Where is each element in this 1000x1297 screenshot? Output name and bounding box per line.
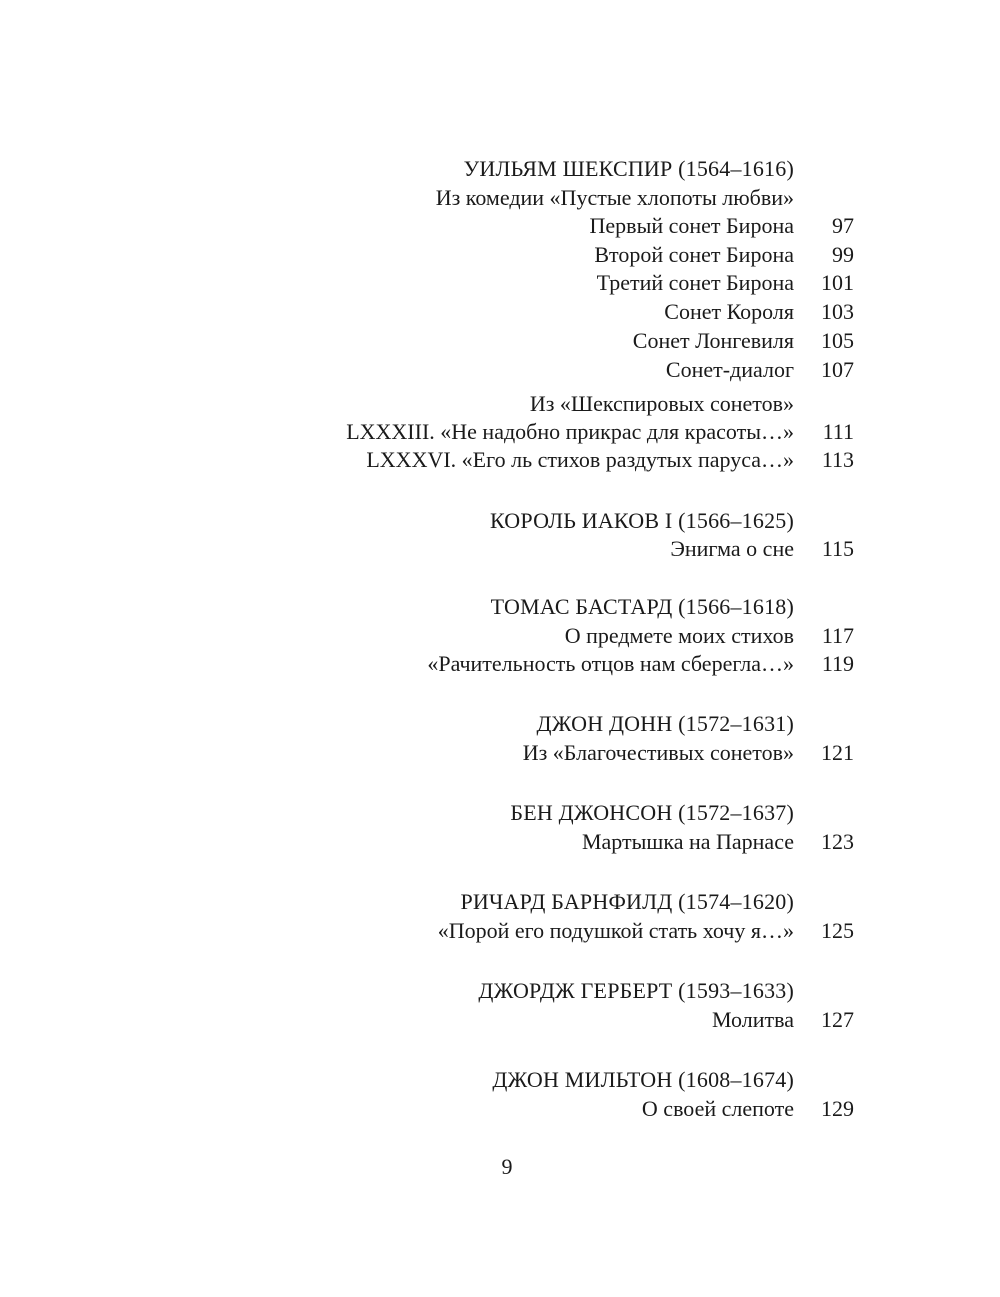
author-name: ДЖОРДЖ ГЕРБЕРТ (1593–1633) xyxy=(478,978,794,1003)
toc-entry[interactable] xyxy=(0,1005,1000,1035)
author-name: ТОМАС БАСТАРД (1566–1618) xyxy=(490,594,794,619)
entry-page-number: 123 xyxy=(821,829,854,854)
entry-page-number: 115 xyxy=(821,536,854,561)
toc-author-heading xyxy=(0,887,1000,917)
toc-author-heading xyxy=(0,154,1000,184)
entry-title: О своей слепоте xyxy=(641,1096,794,1121)
toc-author-heading xyxy=(0,798,1000,828)
author-name: КОРОЛЬ ИАКОВ I (1566–1625) xyxy=(489,508,794,533)
entry-title: «Рачительность отцов нам сберегла…» xyxy=(427,651,794,676)
toc-entry[interactable] xyxy=(0,621,1000,651)
entry-title: Сонет Лонгевиля xyxy=(632,328,794,353)
toc-author-heading xyxy=(0,1065,1000,1095)
entry-title: Первый сонет Бирона xyxy=(589,213,794,238)
author-name: УИЛЬЯМ ШЕКСПИР (1564–1616) xyxy=(463,156,794,181)
entry-title: Мартышка на Парнасе xyxy=(581,829,794,854)
author-name: ДЖОН ДОНН (1572–1631) xyxy=(536,711,794,736)
entry-title: Третий сонет Бирона xyxy=(596,270,794,295)
author-name: ДЖОН МИЛЬТОН (1608–1674) xyxy=(492,1067,794,1092)
toc-subheading xyxy=(0,389,1000,419)
entry-page-number: 107 xyxy=(821,357,854,382)
entry-page-number: 129 xyxy=(821,1096,854,1121)
entry-page-number: 121 xyxy=(821,740,854,765)
toc-entry[interactable] xyxy=(0,355,1000,385)
entry-page-number: 127 xyxy=(821,1007,854,1032)
entry-title: Сонет Короля xyxy=(664,299,794,324)
toc-entry[interactable] xyxy=(0,916,1000,946)
toc-subheading xyxy=(0,183,1000,213)
entry-title: О предмете моих стихов xyxy=(564,623,794,648)
page-number: 9 xyxy=(501,1154,513,1179)
author-name: БЕН ДЖОНСОН (1572–1637) xyxy=(510,800,794,825)
toc-entry[interactable] xyxy=(0,534,1000,564)
entry-title: Сонет-диалог xyxy=(665,357,794,382)
entry-page-number: 113 xyxy=(821,447,854,472)
toc-entry[interactable] xyxy=(0,268,1000,298)
entry-page-number: 119 xyxy=(821,651,854,676)
entry-page-number: 111 xyxy=(822,419,854,444)
toc-entry[interactable] xyxy=(0,326,1000,356)
author-name: РИЧАРД БАРНФИЛД (1574–1620) xyxy=(460,889,794,914)
toc-entry[interactable] xyxy=(0,211,1000,241)
entry-title: LXXXIII. «Не надобно прикрас для красоты…» xyxy=(346,419,794,444)
subheading-title: Из комедии «Пустые хлопоты любви» xyxy=(435,185,794,210)
toc-entry[interactable] xyxy=(0,738,1000,768)
toc-entry[interactable] xyxy=(0,445,1000,475)
toc-author-heading xyxy=(0,976,1000,1006)
entry-title: Из «Благочестивых сонетов» xyxy=(522,740,794,765)
toc-entry[interactable] xyxy=(0,1094,1000,1124)
toc-entry[interactable] xyxy=(0,649,1000,679)
subheading-title: Из «Шекспировых сонетов» xyxy=(529,391,794,416)
toc-entry[interactable] xyxy=(0,297,1000,327)
toc-entry[interactable] xyxy=(0,417,1000,447)
toc-entry[interactable] xyxy=(0,827,1000,857)
toc-entry[interactable] xyxy=(0,240,1000,270)
entry-page-number: 99 xyxy=(832,242,854,267)
entry-page-number: 117 xyxy=(821,623,854,648)
entry-page-number: 125 xyxy=(821,918,854,943)
entry-title: Энигма о сне xyxy=(670,536,794,561)
entry-title: LXXXVI. «Его ль стихов раздутых паруса…» xyxy=(366,447,794,472)
entry-title: Молитва xyxy=(712,1007,794,1032)
entry-page-number: 103 xyxy=(821,299,854,324)
entry-page-number: 101 xyxy=(821,270,854,295)
toc-author-heading xyxy=(0,506,1000,536)
toc-author-heading xyxy=(0,709,1000,739)
entry-page-number: 97 xyxy=(832,213,854,238)
entry-title: «Порой его подушкой стать хочу я…» xyxy=(437,918,794,943)
entry-title: Второй сонет Бирона xyxy=(594,242,794,267)
entry-page-number: 105 xyxy=(821,328,854,353)
toc-author-heading xyxy=(0,592,1000,622)
